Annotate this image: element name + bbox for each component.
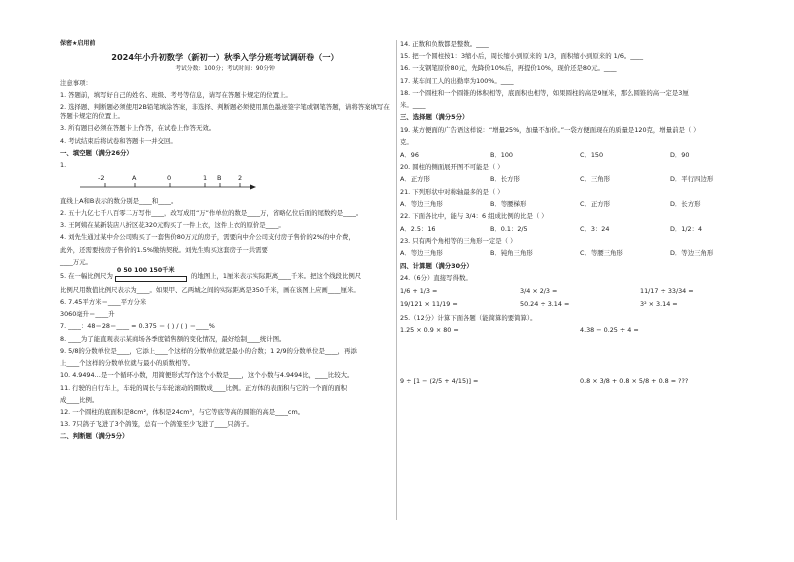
exam-info: 考试分数：100分；考试时间：90分钟 bbox=[175, 66, 275, 73]
calc-item: 0.8 × 3/8 + 0.8 × 5/8 + 0.8 = ??? bbox=[580, 376, 689, 385]
calc-item: 1/6 + 1/3 = bbox=[400, 286, 438, 295]
option[interactable]: D．平行四边形 bbox=[670, 175, 714, 184]
notes-heading: 注意事项： bbox=[60, 78, 92, 87]
option[interactable]: A．96 bbox=[400, 150, 419, 159]
q5-post: 的地图上，1厘米表示实际距离____千米。把这个线段比例尺 bbox=[190, 272, 362, 281]
question-9: 9. 5/8的分数单位是____，它添上____个这样的分数单位就是最小的合数；1 2/9的分数单位是____，再添 bbox=[60, 346, 357, 355]
option[interactable]: C．150 bbox=[580, 150, 604, 159]
question-11-cont: 成____比例。 bbox=[60, 395, 99, 404]
note-item: 4. 考试结束后将试卷和答题卡一并交回。 bbox=[60, 136, 177, 145]
question-18-cont: 米。____ bbox=[400, 101, 426, 110]
question-3: 3. 王阿姨在某新装店八折区花320元购买了一件上衣，这件上衣的原价是____。 bbox=[60, 221, 285, 230]
note-item: 3. 所有题目必须在答题卡上作答，在试卷上作答无效。 bbox=[60, 124, 216, 133]
options-20 bbox=[400, 175, 760, 184]
options-22 bbox=[400, 225, 760, 234]
section-heading-fill: 一、填空题（满分26分） bbox=[60, 148, 133, 157]
question-17: 17. 某车间工人的出勤率为100%。____ bbox=[400, 76, 514, 85]
question-19: 19. 某方便面的广告语这样说：“增量25%，加量不加价。”一袋方便面现在的质量是120克，增量前是（ ） bbox=[400, 126, 700, 135]
note-item: 2. 选择题、判断题必须使用2B铅笔填涂答案，非选择、判断题必须使用黑色墨迹签字笔或钢笔答题，请将答案填写在答题卡规定的位置上。 bbox=[60, 103, 390, 121]
question-20: 20. 圆柱的侧面展开图不可能是（ ） bbox=[400, 162, 504, 171]
question-5-cont: 比例尺用数值比例尺表示为____。如果甲、乙两城之间的实际距离是350千米，画在该图上应画____厘米。 bbox=[60, 285, 360, 294]
calc-item: 1.25 × 0.9 × 80 = bbox=[400, 326, 459, 335]
option[interactable]: D．90 bbox=[670, 150, 690, 159]
tick-label: A bbox=[132, 173, 137, 182]
question-23: 23. 只有两个角相等的三角形一定是（ ） bbox=[400, 236, 517, 245]
option[interactable]: A．2.5：16 bbox=[400, 224, 436, 233]
options-23 bbox=[400, 249, 760, 258]
section-heading-calc: 四、计算题（满分30分） bbox=[400, 261, 473, 270]
question-1: 直线上A和B表示的数分别是____和____。 bbox=[60, 196, 178, 205]
question-11: 11. 行驶的自行车上，车轮的周长与车轮滚动的圈数成____比例。正方体的表面积与它的一个面的面积 bbox=[60, 383, 347, 392]
calc-item: 3² × 3.14 = bbox=[640, 300, 678, 309]
options-19 bbox=[400, 151, 760, 160]
tick-label: B bbox=[217, 173, 222, 182]
question-4-cont: 此外，还需要按房子售价的1.5%缴纳契税。刘先生购买这套房子一共需要 bbox=[60, 245, 268, 254]
calc-row bbox=[400, 377, 760, 386]
option[interactable]: B．100 bbox=[490, 150, 513, 159]
calc-item: 50.24 ÷ 3.14 = bbox=[520, 300, 570, 309]
calc-item: 19/121 × 11/19 = bbox=[400, 300, 458, 309]
question-6-cont: 3060毫升＝____升 bbox=[60, 310, 115, 319]
scale-bar-box bbox=[115, 276, 187, 282]
note-item: 1. 答题前，填写好自己的姓名、班级、考号等信息，请写在答题卡规定的位置上。 bbox=[60, 91, 292, 100]
question-7: 7. ____：48＝28＝____ = 0.375 ＝ ( ) / ( ) ＝____% bbox=[60, 322, 215, 331]
calc-row bbox=[400, 300, 760, 309]
secret-label: 保密★启用前 bbox=[60, 40, 96, 47]
question-6: 6. 7.45平方米＝____平方分米 bbox=[60, 297, 147, 306]
question-8: 8. ____为了能直观表示某商场各季度销售额的变化情况，最好绘制____统计图。 bbox=[60, 334, 286, 343]
question-2: 2. 五十九亿七千八百零二万写作____，改写成用“万”作单位的数是____万，省略亿位后面的尾数约是____。 bbox=[60, 208, 363, 217]
option[interactable]: A．等边三角形 bbox=[400, 249, 443, 258]
scale-bar bbox=[115, 267, 189, 282]
question-15: 15. 把一个圆柱按1：3缩小后，周长缩小到原来的 1/3，面积缩小到原来的 1/6。____ bbox=[400, 52, 644, 61]
scale-text: 0 50 100 150千米 bbox=[116, 267, 175, 275]
question-4: 4. 刘先生通过某中介公司购买了一套售价80万元的房子，需要向中介公司支付房子售价的2%的中介费， bbox=[60, 233, 355, 242]
option[interactable]: D．长方形 bbox=[670, 199, 701, 208]
question-12: 12. 一个圆柱的底面积是8cm²，体积是24cm³，与它等底等高的圆锥的高是____cm。 bbox=[60, 408, 305, 416]
right-column bbox=[400, 40, 760, 390]
option[interactable]: C．正方形 bbox=[580, 199, 611, 208]
tick-label: 2 bbox=[238, 173, 243, 182]
q1-number: 1. bbox=[60, 161, 67, 170]
question-10: 10. 4.9494…是一个循环小数，用简便形式写作这个小数是____，这个小数与4.9494比，____比较大。 bbox=[60, 371, 354, 380]
column-divider bbox=[396, 40, 397, 520]
options-21 bbox=[400, 200, 760, 209]
calc-item: 11/17 ÷ 33/34 = bbox=[640, 286, 694, 295]
left-column bbox=[60, 40, 390, 445]
option[interactable]: B．钝角三角形 bbox=[490, 249, 533, 258]
calc-item: 4.38 − 0.25 ÷ 4 = bbox=[580, 326, 639, 335]
calc-item: 9 ÷ [1 − (2/5 + 4/15)] = bbox=[400, 376, 479, 385]
question-21: 21. 下列形状中对称轴最多的是（ ） bbox=[400, 187, 504, 196]
q5-pre: 5. 在一幅比例尺为 bbox=[60, 272, 113, 281]
calc-row bbox=[400, 326, 760, 335]
page-title: 2024年小升初数学（新初一）秋季入学分班考试调研卷（一） bbox=[111, 52, 339, 63]
question-13: 13. 7只鸽子飞进了3个鸽笼，总有一个鸽笼至少飞进了____只鸽子。 bbox=[60, 420, 253, 429]
tick-label: 1 bbox=[203, 173, 208, 182]
option[interactable]: D．等边三角形 bbox=[670, 249, 714, 258]
tick-label: -2 bbox=[98, 173, 105, 182]
question-18: 18. 一个圆柱和一个圆锥的体积相等，底面积也相等，如果圆柱的高是9厘米，那么圆锥的高一定是3厘 bbox=[400, 88, 689, 97]
option[interactable]: B．等腰梯形 bbox=[490, 199, 527, 208]
question-14: 14. 正数和负数都是整数。____ bbox=[400, 40, 489, 48]
question-24: 24.（6分）直接写得数。 bbox=[400, 274, 472, 283]
option[interactable]: C．三角形 bbox=[580, 175, 611, 184]
option[interactable]: A．正方形 bbox=[400, 175, 430, 184]
option[interactable]: D．1/2：4 bbox=[670, 224, 703, 233]
question-25: 25.（12分）计算下面各题（能简算的要简算）。 bbox=[400, 313, 537, 322]
question-19-cont: 克。 bbox=[400, 138, 413, 147]
question-4-cont: ____万元。 bbox=[60, 257, 92, 266]
option[interactable]: B．0.1：2/5 bbox=[490, 224, 528, 233]
tick-label: 0 bbox=[167, 173, 172, 182]
option[interactable]: C．3：24 bbox=[580, 224, 610, 233]
option[interactable]: B．长方形 bbox=[490, 175, 520, 184]
number-line bbox=[80, 174, 260, 194]
section-heading-choice: 三、选择题（满分5分） bbox=[400, 113, 469, 122]
question-22: 22. 下面各比中，能与 3/4：6 组成比例的比是（ ） bbox=[400, 212, 548, 221]
question-5 bbox=[60, 267, 390, 282]
calc-row bbox=[400, 287, 760, 296]
calc-item: 3/4 × 2/3 = bbox=[520, 286, 558, 295]
option[interactable]: C．等腰三角形 bbox=[580, 249, 623, 258]
question-9-cont: 上____个这样的分数单位就与最小的质数相等。 bbox=[60, 359, 195, 368]
section-heading-judge: 二、判断题（满分5分） bbox=[60, 432, 129, 441]
option[interactable]: A．等边三角形 bbox=[400, 199, 443, 208]
question-16: 16. 一支钢笔原价80元，先降价10%后，再提价10%，现价还是80元。____ bbox=[400, 64, 617, 73]
